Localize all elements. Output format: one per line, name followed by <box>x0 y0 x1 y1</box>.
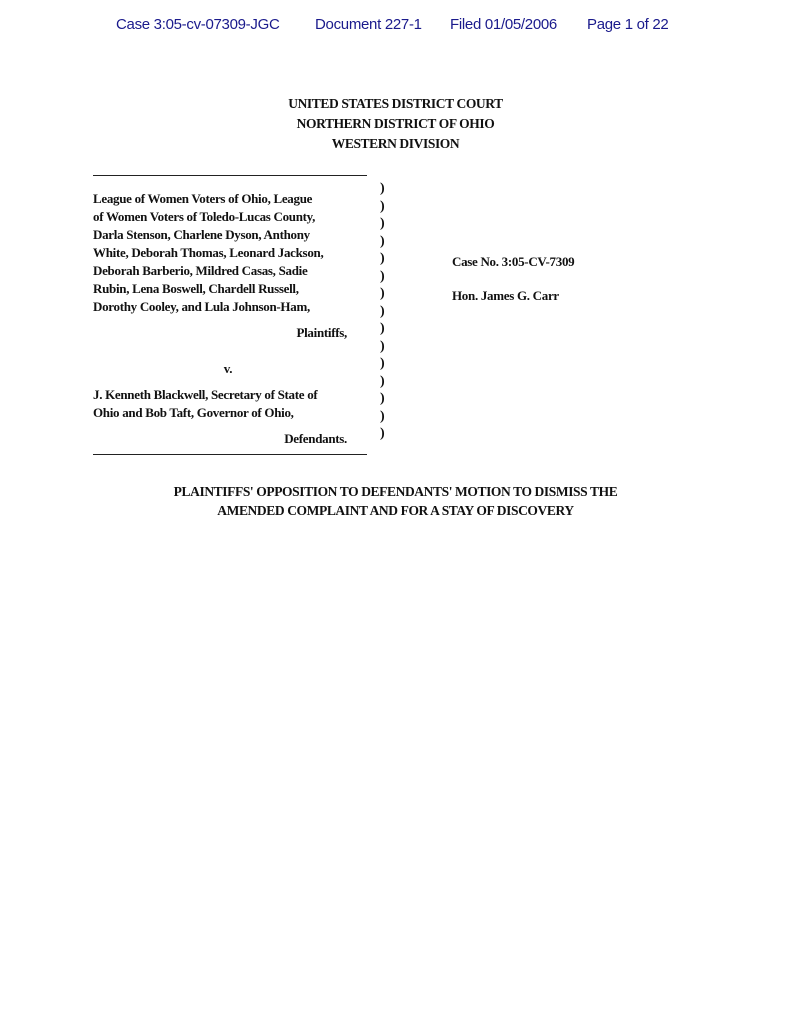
defendants-label: Defendants. <box>284 431 347 446</box>
caption-paren: ) <box>380 286 385 301</box>
versus-label: v. <box>223 361 233 376</box>
ecf-filed-date: Filed 01/05/2006 <box>450 16 557 33</box>
caption-top-rule <box>93 175 367 176</box>
court-division: WESTERN DIVISION <box>331 136 460 151</box>
defendant-line: J. Kenneth Blackwell, Secretary of State of <box>93 387 318 402</box>
case-number: Case No. 3:05-CV-7309 <box>452 254 575 269</box>
plaintiff-line: White, Deborah Thomas, Leonard Jackson, <box>93 245 324 260</box>
caption-paren: ) <box>380 426 385 441</box>
plaintiff-line: Deborah Barberio, Mildred Casas, Sadie <box>93 263 308 278</box>
document-title <box>0 482 791 520</box>
case-info <box>452 254 574 322</box>
plaintiff-line: Rubin, Lena Boswell, Chardell Russell, <box>93 281 299 296</box>
court-name: UNITED STATES DISTRICT COURT <box>288 96 503 111</box>
judge-name: Hon. James G. Carr <box>452 288 559 303</box>
caption-parties <box>93 190 373 448</box>
plaintiff-line: of Women Voters of Toledo-Lucas County, <box>93 209 316 224</box>
document-title-line: PLAINTIFFS' OPPOSITION TO DEFENDANTS' MOTION TO DISMISS THE <box>173 484 618 499</box>
plaintiff-line: League of Women Voters of Ohio, League <box>93 191 313 206</box>
caption-bottom-rule <box>93 454 367 455</box>
caption-paren: ) <box>380 373 385 389</box>
caption-paren: ) <box>380 198 385 214</box>
caption-paren: ) <box>380 356 385 371</box>
caption-paren: ) <box>380 181 385 196</box>
document-title-line: AMENDED COMPLAINT AND FOR A STAY OF DISCOVERY <box>217 503 574 518</box>
plaintiff-line: Dorothy Cooley, and Lula Johnson-Ham, <box>93 299 310 314</box>
caption-paren: ) <box>380 216 385 231</box>
caption-parentheses-column <box>380 180 392 443</box>
defendant-line: Ohio and Bob Taft, Governor of Ohio, <box>93 405 294 420</box>
caption-paren: ) <box>380 391 385 406</box>
plaintiff-line: Darla Stenson, Charlene Dyson, Anthony <box>93 227 310 242</box>
caption-paren: ) <box>380 408 385 424</box>
caption-paren: ) <box>380 338 385 354</box>
court-heading <box>0 94 791 154</box>
caption-paren: ) <box>380 303 385 319</box>
court-district: NORTHERN DISTRICT OF OHIO <box>296 116 495 131</box>
ecf-document-number: Document 227-1 <box>315 16 422 33</box>
ecf-case-number: Case 3:05-cv-07309-JGC <box>116 16 280 33</box>
caption-paren: ) <box>380 251 385 266</box>
caption-paren: ) <box>380 233 385 249</box>
caption-paren: ) <box>380 268 385 284</box>
ecf-page-count: Page 1 of 22 <box>587 16 669 33</box>
caption-paren: ) <box>380 321 385 336</box>
plaintiffs-label: Plaintiffs, <box>296 325 347 340</box>
